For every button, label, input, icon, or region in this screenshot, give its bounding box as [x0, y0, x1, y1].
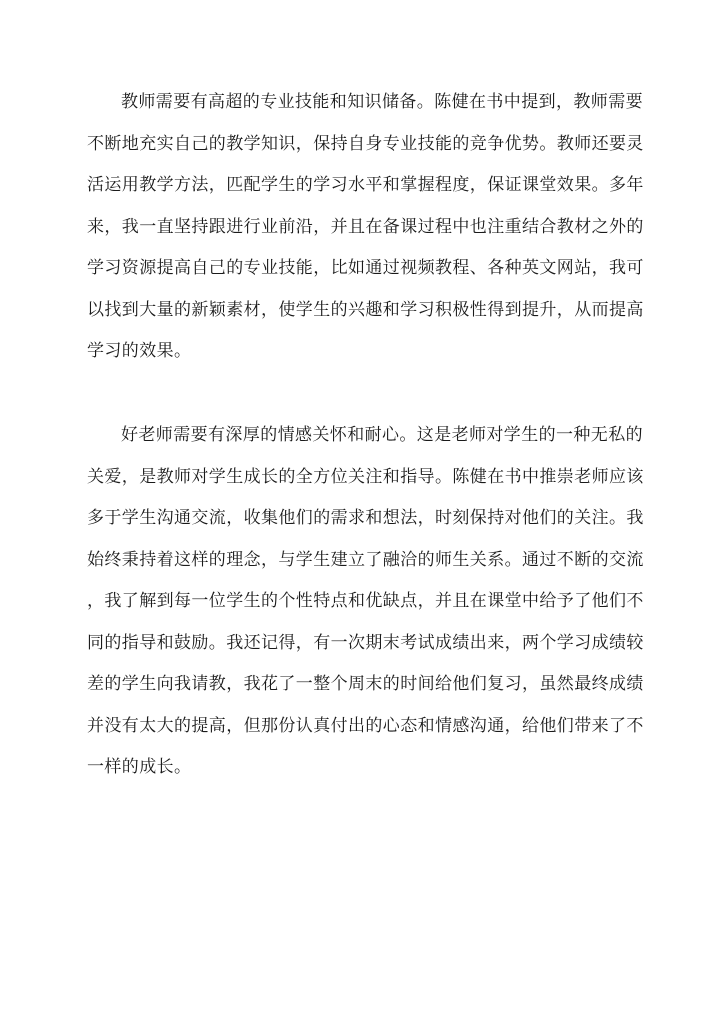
text-line: 学习资源提高自己的专业技能，比如通过视频教程、各种英文网站，我可 — [87, 258, 644, 278]
text-line: 来，我一直坚持跟进行业前沿，并且在备课过程中也注重结合教材之外的 — [87, 216, 644, 237]
paragraph-emotional-care — [87, 415, 644, 789]
text-line: ，我了解到每一位学生的个性特点和优缺点，并且在课堂中给予了他们不 — [87, 591, 644, 611]
text-line: 学习的效果。 — [87, 341, 192, 361]
text-line: 以找到大量的新颖素材，使学生的兴趣和学习积极性得到提升，从而提高 — [87, 299, 644, 320]
text-line: 同的指导和鼓励。我还记得，有一次期末考试成绩出来，两个学习成绩较 — [87, 632, 644, 653]
text-line: 好老师需要有深厚的情感关怀和耐心。这是老师对学生的一种无私的 — [121, 425, 643, 445]
text-line: 并没有太大的提高，但那份认真付出的心态和情感沟通，给他们带来了不 — [87, 715, 644, 736]
text-line: 差的学生向我请教，我花了一整个周末的时间给他们复习，虽然最终成绩 — [87, 674, 644, 694]
text-line: 不断地充实自己的教学知识，保持自身专业技能的竞争优势。教师还要灵 — [87, 133, 644, 154]
text-line: 教师需要有高超的专业技能和知识储备。陈健在书中提到，教师需要 — [121, 92, 643, 112]
text-line: 一样的成长。 — [87, 757, 192, 777]
text-line: 始终秉持着这样的理念，与学生建立了融洽的师生关系。通过不断的交流 — [87, 549, 644, 570]
paragraph-professional-skills — [87, 82, 644, 373]
text-line: 活运用教学方法，匹配学生的学习水平和掌握程度，保证课堂效果。多年 — [87, 175, 644, 195]
text-line: 多于学生沟通交流，收集他们的需求和想法，时刻保持对他们的关注。我 — [87, 508, 644, 528]
text-line: 关爱，是教师对学生成长的全方位关注和指导。陈健在书中推崇老师应该 — [87, 466, 644, 487]
